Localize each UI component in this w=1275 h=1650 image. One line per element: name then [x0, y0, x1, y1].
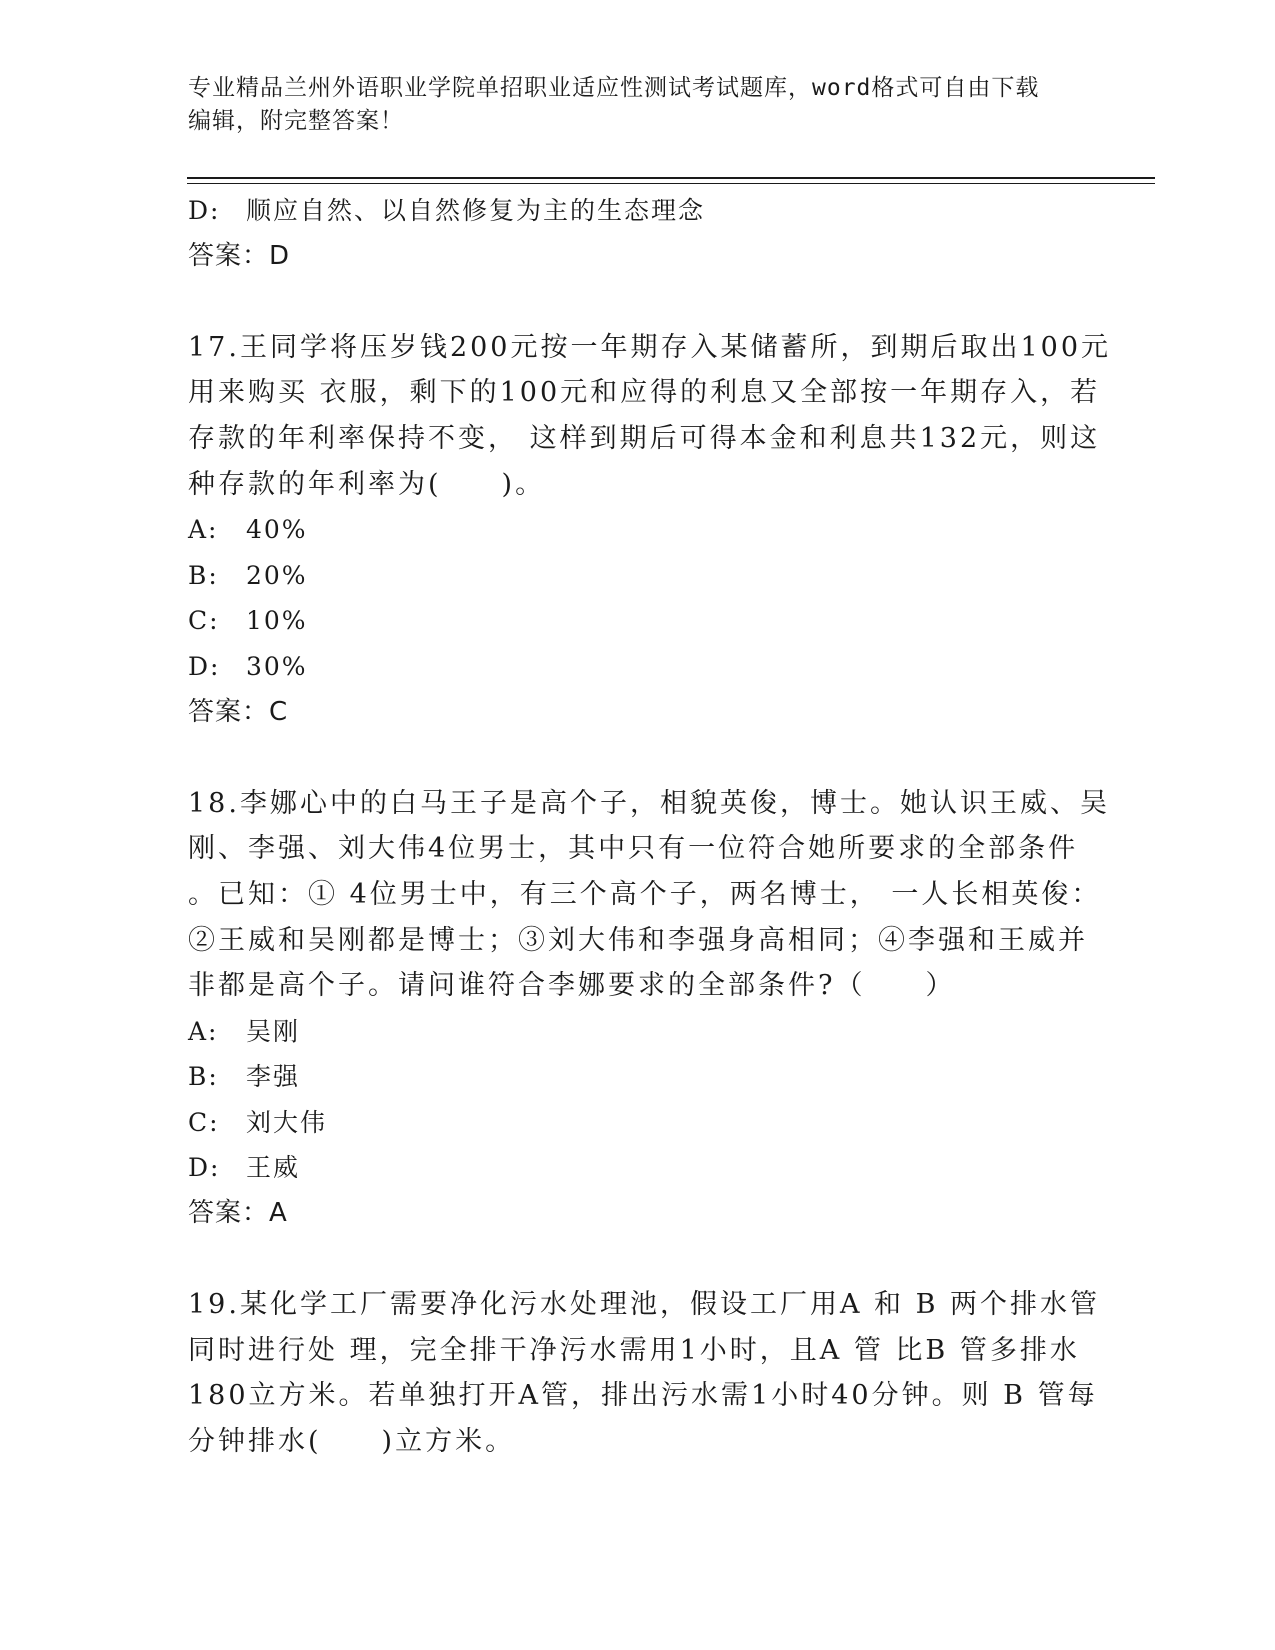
option-text: 20%: [246, 560, 308, 590]
question-text-line: ②王威和吴刚都是博士；③刘大伟和李强身高相同；④李强和王威并: [188, 924, 1088, 956]
option-key: A:: [188, 1016, 219, 1046]
option-key: A:: [188, 515, 219, 545]
option-text: 李强: [246, 1062, 301, 1092]
question-text-line: 19.某化学工厂需要净化污水处理池，假设工厂用A 和 B 两个排水管: [188, 1289, 1101, 1321]
question-text-line: 。已知：① 4位男士中，有三个高个子，两名博士， 一人长相英俊：: [188, 878, 1102, 910]
q17-answer: 答案：C: [188, 696, 289, 727]
question-text-line: 17.王同学将压岁钱200元按一年期存入某储蓄所，到期后取出100元: [188, 331, 1112, 363]
option-text: 刘大伟: [246, 1107, 328, 1137]
question-text-line: 18.李娜心中的白马王子是高个子，相貌英俊，博士。她认识王威、吴: [188, 787, 1110, 819]
q18-option-b: [188, 1054, 1088, 1100]
question-text-line: 用来购买 衣服，剩下的100元和应得的利息又全部按一年期存入，若: [188, 377, 1101, 409]
q16-option-d: [188, 188, 1088, 234]
q17-option-a: [188, 507, 1088, 553]
q17-option-c: [188, 598, 1088, 644]
question-17: [188, 325, 1112, 735]
q16-answer: 答案：D: [188, 240, 291, 271]
option-text: 顺应自然、以自然修复为主的生态理念: [246, 196, 706, 225]
question-text-line: 存款的年利率保持不变， 这样到期后可得本金和利息共132元，则这: [188, 422, 1101, 454]
header-line-2: 编辑，附完整答案！: [188, 108, 404, 134]
question-18: [188, 781, 1110, 1237]
question-text-line: 同时进行处 理，完全排干净污水需用1小时，且A 管 比B 管多排水: [188, 1334, 1080, 1366]
option-key: C:: [188, 606, 220, 636]
option-key: D:: [188, 196, 221, 225]
page-header: [188, 72, 1088, 138]
spacer: [188, 279, 1088, 325]
document-body: [188, 188, 1112, 1465]
question-19: [188, 1282, 1101, 1464]
q17-option-b: [188, 553, 1088, 599]
option-text: 王威: [246, 1153, 301, 1183]
spacer: [188, 1237, 1088, 1283]
option-key: D:: [188, 1153, 221, 1183]
header-rule-thick: [187, 177, 1155, 179]
option-text: 吴刚: [246, 1016, 301, 1046]
question-text-line: 刚、李强、刘大伟4位男士，其中只有一位符合她所要求的全部条件: [188, 833, 1079, 865]
option-key: D:: [188, 651, 221, 681]
option-text: 40%: [246, 515, 308, 545]
q18-option-a: [188, 1009, 1088, 1055]
option-text: 10%: [246, 606, 308, 636]
question-text-line: 种存款的年利率为( )。: [188, 468, 546, 500]
option-key: C:: [188, 1107, 220, 1137]
question-text-line: 非都是高个子。请问谁符合李娜要求的全部条件?（ ）: [188, 970, 956, 1002]
option-key: B:: [188, 1062, 219, 1092]
spacer: [188, 735, 1088, 781]
question-text-line: 分钟排水( )立方米。: [188, 1426, 516, 1458]
header-line-1: 专业精品兰州外语职业学院单招职业适应性测试考试题库，word格式可自由下载: [188, 75, 1040, 101]
option-text: 30%: [246, 651, 308, 681]
q18-option-c: [188, 1100, 1088, 1146]
header-rule-thin: [187, 183, 1155, 184]
q18-answer: 答案：A: [188, 1198, 288, 1229]
option-key: B:: [188, 560, 219, 590]
q17-option-d: [188, 644, 1088, 690]
q18-option-d: [188, 1145, 1088, 1191]
question-text-line: 180立方米。若单独打开A管，排出污水需1小时40分钟。则 B 管每: [188, 1380, 1098, 1412]
